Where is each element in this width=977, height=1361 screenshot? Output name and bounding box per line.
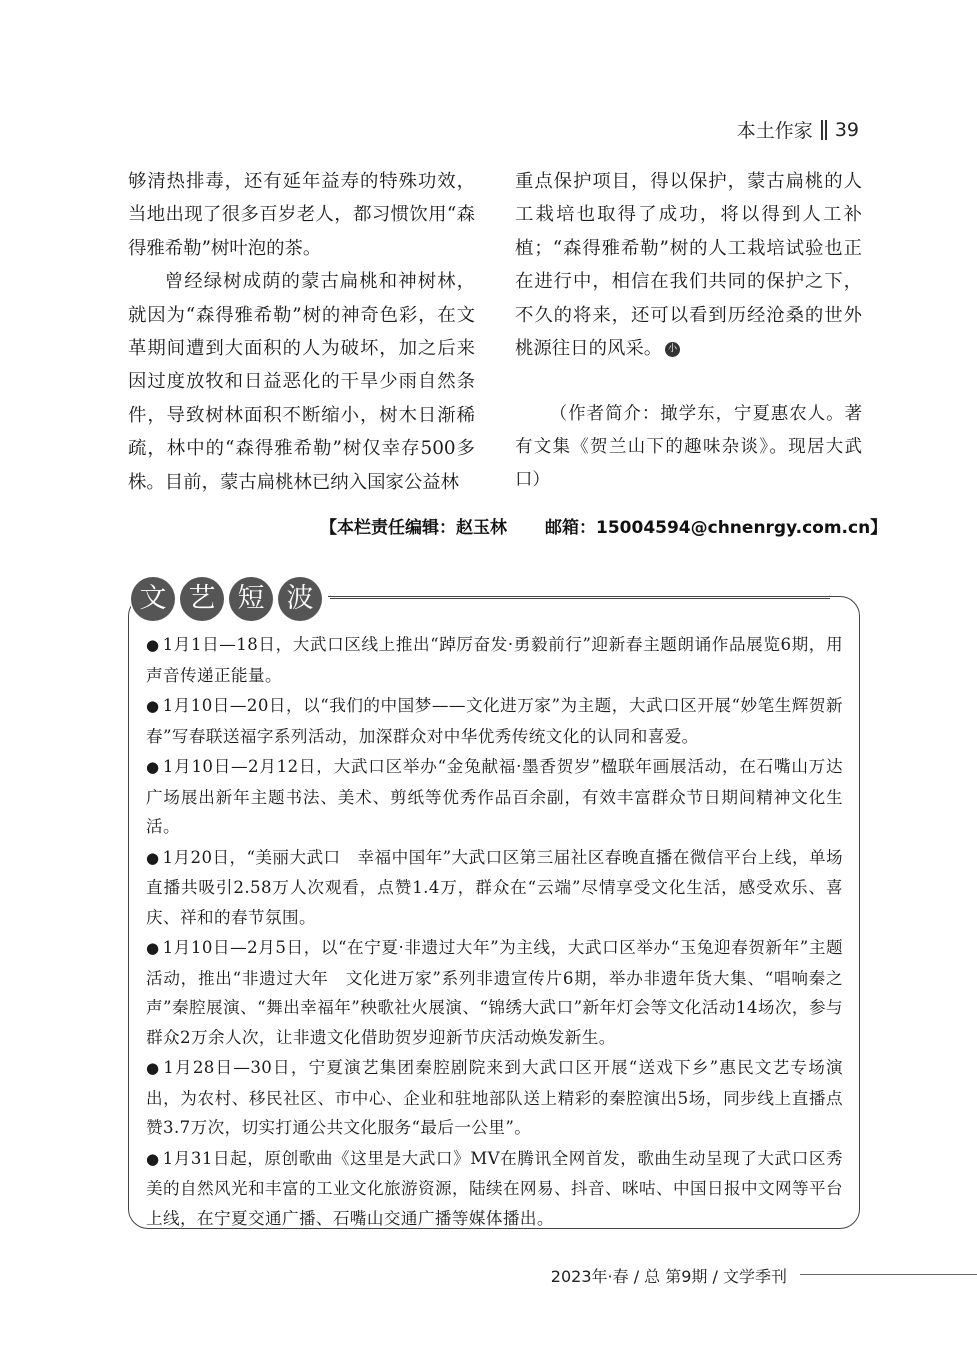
news-item-text: 1月10日—20日，以“我们的中国梦——文化进万家”为主题，大武口区开展“妙笔生辉贺新春”写春联送福字系列活动，加深群众对中华优秀传统文化的认同和喜爱。 [146,696,843,746]
bullet-icon: ● [146,848,160,867]
news-item-text: 1月1日—18日，大武口区线上推出“踔厉奋发·勇毅前行”迎新春主题朗诵作品展览6期，用声音传递正能量。 [146,635,843,685]
author-bio: （作者简介：撖学东，宁夏惠农人。著有文集《贺兰山下的趣味杂谈》。现居大武口） [515,404,862,491]
news-title-char: 短 [229,577,273,621]
bullet-icon: ● [146,1149,160,1168]
end-mark-icon: 小 [665,342,680,357]
article-right-column [515,165,862,497]
news-title [131,575,328,623]
page-number: 39 [834,118,859,141]
news-item [146,691,843,751]
news-item [146,630,843,690]
header-divider [821,120,827,140]
news-item-text: 1月10日—2月5日，以“在宁夏·非遗过大年”为主线，大武口区举办“玉兔迎春贺新年”主题活动，推出“非遗过大年 文化进万家”系列非遗宣传片6期，举办非遗年货大集、“唱响秦之声”秦腔展演、“舞出幸福年”秧歌社火展演、“锦绣大武口”新年灯会等文化活动14场次，参与群众2万余人次，让非遗文化借助贺岁迎新节庆活动焕发新生。 [146,938,843,1047]
news-item [146,1053,843,1143]
bullet-icon: ● [146,636,160,654]
article-paragraph: 重点保护项目，得以保护，蒙古扁桃的人工栽培也取得了成功，将以得到人工补植；“森得雅希勒”树的人工栽培试验也正在进行中，相信在我们共同的保护之下，不久的将来，还可以看到历经沧桑的世外桃源往日的风采。 [515,171,862,360]
bullet-icon: ● [146,939,160,957]
article-paragraph: 够清热排毒，还有延年益寿的特殊功效，当地出现了很多百岁老人，都习惯饮用“森得雅希勒”树叶泡的茶。 [128,171,475,259]
editor-credit [320,513,888,538]
editor-name: 【本栏责任编辑：赵玉林 [320,518,507,538]
bullet-icon: ● [146,1059,161,1077]
news-title-char: 波 [278,577,322,621]
news-title-char: 艺 [180,577,224,621]
news-item [146,843,843,933]
section-title: 本土作家 [736,120,813,142]
news-title-rule [330,598,830,599]
article-paragraph: 曾经绿树成荫的蒙古扁桃和神树林，就因为“森得雅希勒”树的神奇色彩，在文革期间遭到大面积的人为破坏，加之后来因过度放牧和日益恶化的干旱少雨自然条件，导致树林面积不断缩小，树木日渐稀疏，林中的“森得雅希勒”树仅幸存500多株。目前，蒙古扁桃林已纳入国家公益林 [128,271,475,493]
bullet-icon: ● [146,758,160,776]
bullet-icon: ● [146,697,160,715]
news-item-text: 1月31日起，原创歌曲《这里是大武口》MV在腾讯全网首发，歌曲生动呈现了大武口区秀美的自然风光和丰富的工业文化旅游资源，陆续在网易、抖音、咪咕、中国日报中文网等平台上线，在宁夏交通广播、石嘴山交通广播等媒体播出。 [146,1148,843,1228]
page-footer: 2023年·春 / 总 第9期 / 文学季刊 [550,1267,787,1286]
editor-email: 邮箱：15004594@chnenrgy.com.cn】 [545,518,888,538]
news-title-char: 文 [131,577,175,621]
news-item-text: 1月28日—30日，宁夏演艺集团秦腔剧院来到大武口区开展“送戏下乡”惠民文艺专场演出，为农村、移民社区、市中心、企业和驻地部队送上精彩的秦腔演出5场，同步线上直播点赞3.7万次，切实打通公共文化服务“最后一公里”。 [146,1058,843,1137]
news-item [146,1144,843,1234]
news-item-text: 1月20日，“美丽大武口 幸福中国年”大武口区第三届社区春晚直播在微信平台上线，单场直播共吸引2.58万人次观看，点赞1.4万，群众在“云端”尽情享受文化生活，感受欢乐、喜庆、祥和的春节氛围。 [146,847,843,927]
footer-rule [800,1274,977,1275]
news-item-text: 1月10日—2月12日，大武口区举办“金兔献福·墨香贺岁”楹联年画展活动，在石嘴山万达广场展出新年主题书法、美术、剪纸等优秀作品百余副，有效丰富群众节日期间精神文化生活。 [146,757,843,836]
article-paragraph-end [515,165,862,365]
news-item [146,933,843,1052]
article-left-column [128,165,475,499]
page-header [737,116,859,143]
news-item [146,752,843,842]
news-list [146,630,843,1234]
